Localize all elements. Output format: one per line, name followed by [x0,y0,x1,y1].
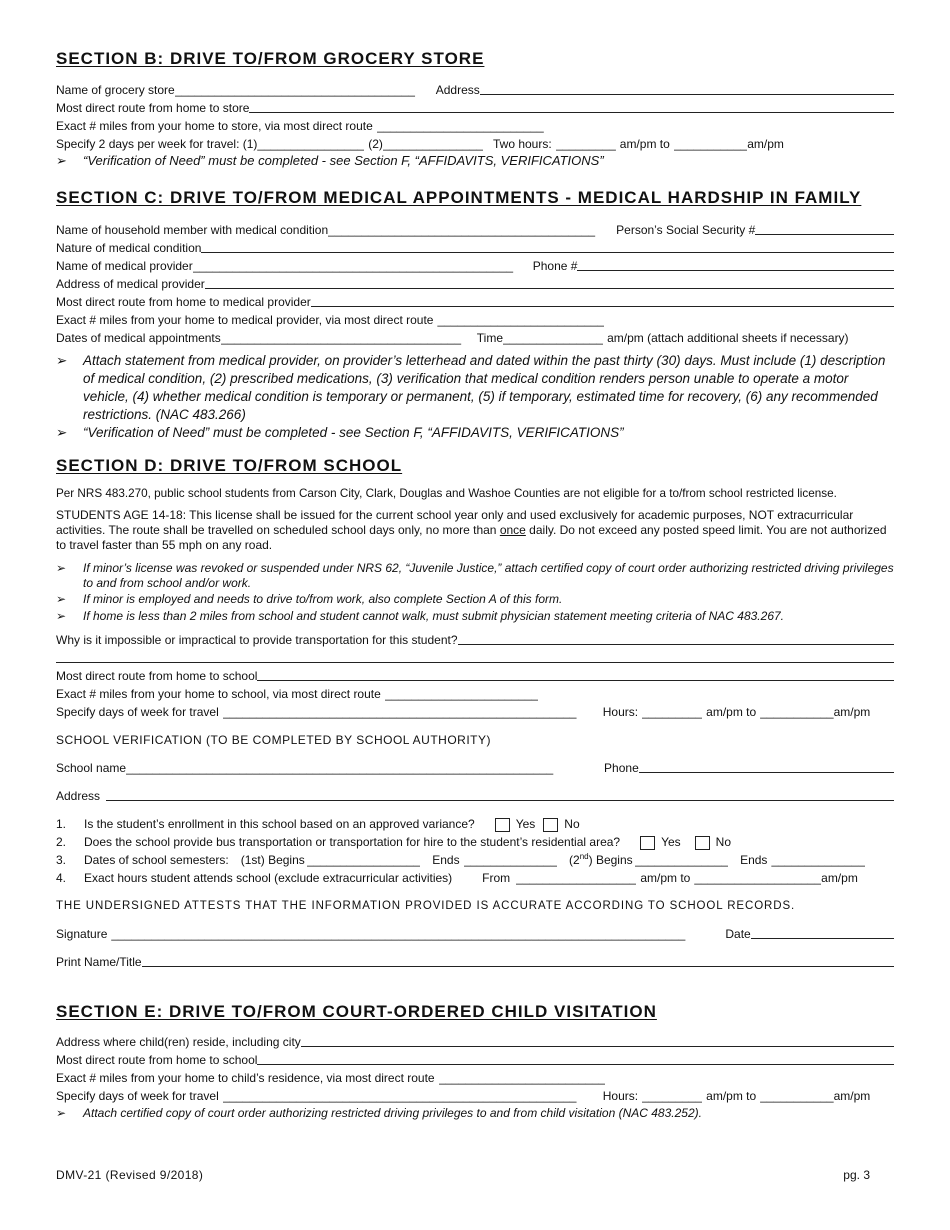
arrow-bullet-icon: ➢ [56,1106,67,1120]
minor-employed-note: If minor is employed and needs to drive to/from work, also complete Section A of this form. [83,592,563,606]
signature-label: Signature [56,927,108,941]
school-hours-label: Hours: [602,705,639,719]
store-day2-label: (2) [368,137,383,151]
section-c-verification-note: “Verification of Need” must be completed - see Section F, “AFFIDAVITS, VERIFICATIONS” [83,425,624,440]
bus-question: Does the school provide bus transportation or transportation for hire to the student’s residential area? [84,835,621,849]
child-hours-from-field[interactable]: _________ [642,1089,703,1103]
store-day2-field[interactable]: _______________ [382,137,483,151]
school-days-field[interactable]: _____________________________________________________ [222,705,577,719]
grocery-address-field[interactable] [480,81,894,95]
arrow-bullet-icon: ➢ [56,561,67,575]
provider-phone-field[interactable] [577,257,894,271]
sem2-ends-field[interactable]: ______________ [771,853,865,867]
sem1-ends-field[interactable]: ______________ [463,853,558,867]
store-day1-field[interactable]: ________________ [257,137,365,151]
school-hours-to-field[interactable]: ___________ [760,705,834,719]
why-label: Why is it impossible or impractical to provide transportation for this student? [56,633,458,647]
section-b-verification-note: “Verification of Need” must be completed - see Section F, “AFFIDAVITS, VERIFICATIONS” [83,153,604,168]
school-route-field[interactable] [257,667,894,681]
store-hours-from-field[interactable]: _________ [555,137,616,151]
hours-question: Exact hours student attends school (exclude extracurricular activities) [84,871,453,885]
appt-dates-label: Dates of medical appointments [56,331,221,345]
appt-time-suffix: am/pm (attach additional sheets if necessary) [607,331,849,345]
store-ampm: am/pm [747,137,784,151]
sem2-begins-field[interactable]: ______________ [634,853,729,867]
provider-label: Name of medical provider [56,259,193,273]
school-name-label: School name [56,761,127,775]
child-route-field[interactable] [257,1051,894,1065]
school-address-label: Address [56,789,101,803]
appt-time-field[interactable]: _______________ [503,331,604,345]
provider-miles-field[interactable]: _________________________ [437,313,605,327]
medical-statement-note: Attach statement from medical provider, on provider’s letterhead and dated within the past thirty (30) days. Must include (1) description of medical condition, (2) prescribed medications, (3) verification that medical condition renders person unable to operate a motor vehicle, (4) whether medical condition is temporary or permanent, (5) if temporary, estimated time for recovery, (6) any recommended restrictions. (NAC 483.266) [83,353,886,422]
appt-dates-field[interactable]: ____________________________________ [220,331,462,345]
page-footer [56,1168,870,1182]
print-name-field[interactable] [142,953,894,967]
store-hours-to-field[interactable]: ___________ [673,137,748,151]
why-field-line-2[interactable] [56,649,894,663]
member-field[interactable]: ________________________________________ [328,223,596,237]
provider-route-label: Most direct route from home to medical provider [56,295,311,309]
section-e-title: SECTION E: DRIVE TO/FROM COURT-ORDERED CHILD VISITATION [56,1002,657,1021]
arrow-bullet-icon: ➢ [56,609,67,623]
attend-to-field[interactable]: ___________________ [694,871,822,885]
section-c [56,188,894,442]
child-ampm: am/pm [833,1089,871,1103]
bus-yes-checkbox[interactable] [640,836,655,850]
child-days-field[interactable]: _____________________________________________________ [222,1089,577,1103]
bus-no-checkbox[interactable] [695,836,710,850]
variance-yes-checkbox[interactable] [495,818,510,832]
ssn-field[interactable] [755,221,894,235]
arrow-bullet-icon: ➢ [56,425,68,440]
grocery-name-label: Name of grocery store [56,83,175,97]
provider-phone-label: Phone # [532,259,578,273]
school-name-field[interactable]: ________________________________________________________________ [126,761,554,775]
store-two-hours-label: Two hours: [492,137,552,151]
minor-revoked-note: If minor’s license was revoked or suspended under NRS 62, “Juvenile Justice,” attach certified copy of court order authorizing restricted driving privileges to and from school and/or work. [83,561,894,590]
section-b-title: SECTION B: DRIVE TO/FROM GROCERY STORE [56,49,485,68]
sem1-begins-field[interactable]: _________________ [306,853,421,867]
child-miles-label: Exact # miles from your home to child’s residence, via most direct route [56,1071,435,1085]
school-ampm: am/pm [833,705,871,719]
appt-time-label: Time [476,331,503,345]
school-miles-field[interactable]: _______________________ [384,687,539,701]
store-ampm-to: am/pm to [619,137,670,151]
attend-from-field[interactable]: __________________ [516,871,637,885]
students-note: STUDENTS AGE 14-18: This license shall be issued for the current school year only and used exclusively for academic purposes, NOT extracurricular activities. The route shall be travelled on scheduled school days only, no more than once daily. Do not exceed any posted speed limit. You are not authorized to travel faster than 55 mph on any road. [56,508,887,552]
print-name-label: Print Name/Title [56,955,142,969]
grocery-address-label: Address [435,83,480,97]
page-number: pg. 3 [843,1168,870,1182]
school-verification-heading: SCHOOL VERIFICATION (TO BE COMPLETED BY SCHOOL AUTHORITY) [56,733,492,747]
variance-question: Is the student’s enrollment in this school based on an approved variance? [84,817,475,831]
variance-no-checkbox[interactable] [543,818,558,832]
school-address-field[interactable] [106,787,894,801]
date-field[interactable] [751,925,894,939]
nature-field[interactable] [201,239,894,253]
section-c-title: SECTION C: DRIVE TO/FROM MEDICAL APPOINTMENTS - MEDICAL HARDSHIP IN FAMILY [56,188,862,207]
why-field[interactable] [458,631,894,645]
provider-address-label: Address of medical provider [56,277,205,291]
child-address-field[interactable] [301,1033,894,1047]
provider-miles-label: Exact # miles from your home to medical provider, via most direct route [56,313,434,327]
ssn-label: Person’s Social Security # [616,223,756,237]
school-hours-from-field[interactable]: _________ [642,705,703,719]
school-phone-field[interactable] [639,759,894,773]
school-miles-label: Exact # miles from your home to school, via most direct route [56,687,381,701]
section-d: SECTION D: DRIVE TO/FROM SCHOOL Per NRS 483.270, public school students from Carson City, Clark, Douglas and Washoe Counties are not eligible for a to/from school restricted license. STUDENTS AGE 14-18: This license shall be issued for the current school year only and used exclusively for academic purposes, NOT extracurricular activities. The route shall be travelled on scheduled school days only, no more than once daily. Do not exceed any posted speed limit. You are not authorized to travel faster than 55 mph on any road. ➢ If minor’s license was revoked or suspended under NRS 62, “Juvenile Justice,” attach certified copy of court order authorizing restricted driving privileges to and from school and/or work. ➢ If minor is employed and needs to drive to/from work, also complete Section A of this form. ➢ If home is less than 2 miles from school and student cannot walk, must submit physician statement meeting criteria of NAC 483.267. Why is it impossible or impractical to provide transportation for this student? Most direct route from home to school Exact # miles from your home to school, via most direct route _______________________ Specify days of week for travel _____________________________________________________ Hours: _________ am/pm to ___________ am/pm SCHOOL VERIFICATION (TO BE COMPLETED BY SCHOOL AUTHORITY) School name ________________________________________________________________ Phone Address 1. Is the student’s enrollment in this school based on an approved variance? Yes No 2. Does the school provide bus transportation or transportation for hire to the student’s residential area? Yes No 3. Dates of school semesters: (1st) Begins _________________ Ends ______________ (2nd) Begins ______________ Ends ______________ 4. Exact hours student attends school (exclude extracurricular activities) From __________________ am/pm to ___________________ am/pm THE UNDERSIGNED ATTESTS THAT THE INFORMATION PROVIDED IS ACCURATE ACCORDING TO SCHOOL RECORDS. Signature ______________________________________________________________________________________ Date Print Name/Title [56,456,894,969]
school-ampm-to: am/pm to [706,705,757,719]
semesters-question: Dates of school semesters: [84,853,229,867]
child-ampm-to: am/pm to [706,1089,757,1103]
provider-field[interactable]: ________________________________________________ [192,259,514,273]
physician-statement-note: If home is less than 2 miles from school and student cannot walk, must submit physician statement meeting criteria of NAC 483.267. [83,609,784,623]
child-hours-to-field[interactable]: ___________ [760,1089,834,1103]
arrow-bullet-icon: ➢ [56,592,67,606]
section-b [56,49,894,170]
signature-field[interactable]: ______________________________________________________________________________________ [111,927,686,941]
child-miles-field[interactable]: _________________________ [438,1071,606,1085]
section-d-title: SECTION D: DRIVE TO/FROM SCHOOL [56,456,403,475]
store-miles-field[interactable]: _________________________ [376,119,544,133]
school-route-label: Most direct route from home to school [56,669,258,683]
arrow-bullet-icon: ➢ [56,153,67,168]
child-address-label: Address where child(ren) reside, including city [56,1035,301,1049]
school-phone-label: Phone [604,761,639,775]
nature-label: Nature of medical condition [56,241,202,255]
section-e [56,1002,894,1122]
form-id: DMV-21 (Revised 9/2018) [56,1168,204,1182]
school-days-label: Specify days of week for travel [56,705,219,719]
court-order-note: Attach certified copy of court order authorizing restricted driving privileges to and from child visitation (NAC 483.252). [83,1106,702,1120]
grocery-name-field[interactable]: ____________________________________ [174,83,415,97]
store-miles-label: Exact # miles from your home to store, via most direct route [56,119,373,133]
attest-statement: THE UNDERSIGNED ATTESTS THAT THE INFORMATION PROVIDED IS ACCURATE ACCORDING TO SCHOOL RECORDS. [56,900,796,912]
date-label: Date [725,927,751,941]
child-days-label: Specify days of week for travel [56,1089,219,1103]
store-days-label: Specify 2 days per week for travel: (1) [56,137,258,151]
store-route-field[interactable] [249,99,894,113]
child-route-label: Most direct route from home to school [56,1053,258,1067]
provider-address-field[interactable] [205,275,894,289]
member-label: Name of household member with medical condition [56,223,329,237]
child-hours-label: Hours: [602,1089,639,1103]
arrow-bullet-icon: ➢ [56,353,68,368]
store-route-label: Most direct route from home to store [56,101,250,115]
per-nrs-note: Per NRS 483.270, public school students from Carson City, Clark, Douglas and Washoe Counties are not eligible for a to/from school restricted license. [56,487,837,500]
provider-route-field[interactable] [311,293,894,307]
